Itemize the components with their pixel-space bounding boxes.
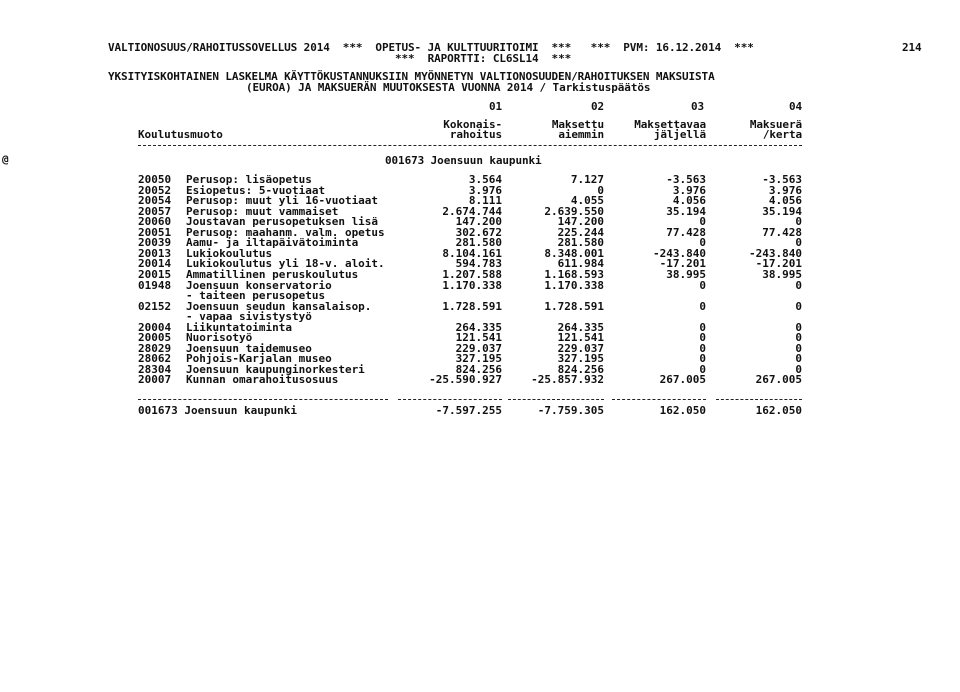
table-row (0, 374, 960, 385)
row-maksettavaa: 0 (699, 299, 706, 313)
row-name: Perusop: lisäopetus (186, 173, 312, 186)
row-maksettu: 225.244 (557, 225, 604, 239)
row-name: Joensuun konservatorio (186, 278, 332, 292)
row-kokonaisrahoitus: 264.335 (455, 320, 502, 334)
row-maksettu: 0 (597, 183, 604, 197)
row-name: - taiteen perusopetus (186, 289, 326, 303)
row-code: 20054 (138, 194, 172, 208)
total-divider-c4 (716, 399, 802, 400)
row-code: 20050 (138, 173, 172, 186)
column-number-01: 01 (488, 100, 502, 113)
row-name: Esiopetus: 5-vuotiaat (186, 183, 326, 197)
row-code: 20052 (138, 183, 172, 197)
row-maksettu: 1.168.593 (544, 267, 604, 281)
row-maksuera: 0 (795, 362, 802, 376)
column-label-jaljella: jäljellä (653, 128, 706, 141)
column-label-rahoitus: rahoitus (449, 128, 502, 141)
header-divider (138, 145, 802, 146)
row-maksettavaa: 38.995 (666, 267, 706, 281)
row-name: Joustavan perusopetuksen lisä (186, 215, 379, 229)
row-maksettu: 121.541 (557, 331, 604, 345)
row-label-header: Koulutusmuoto (138, 128, 223, 141)
row-maksuera: 0 (795, 320, 802, 334)
row-maksuera: -3.563 (762, 173, 802, 186)
row-name: Ammatillinen peruskoulutus (186, 267, 359, 281)
column-number-03: 03 (690, 100, 704, 113)
row-maksettu: 4.055 (570, 194, 604, 208)
report-subtitle: (EUROA) JA MAKSUERÄN MUUTOKSESTA VUONNA 2014 / Tarkistuspäätös (246, 81, 651, 94)
column-label-kerta: /kerta (762, 128, 802, 141)
row-kokonaisrahoitus: 3.564 (468, 173, 502, 186)
row-maksettavaa: 0 (699, 236, 706, 250)
row-maksettavaa: 0 (699, 278, 706, 292)
row-name: Liikuntatoiminta (186, 320, 292, 334)
row-name: Pohjois-Karjalan museo (186, 352, 332, 366)
section-title: 001673 Joensuun kaupunki (385, 154, 542, 167)
row-maksettavaa: 267.005 (659, 373, 706, 387)
row-code: 20007 (138, 373, 172, 387)
total-maksettavaa: 162.050 (659, 404, 706, 417)
total-divider-c2 (508, 399, 604, 400)
row-maksettu: -25.857.932 (531, 373, 604, 387)
row-code: 20005 (138, 331, 172, 345)
row-maksuera: 267.005 (755, 373, 802, 387)
row-code: 20051 (138, 225, 172, 239)
row-maksuera: 0 (795, 352, 802, 366)
row-kokonaisrahoitus: 594.783 (455, 257, 502, 271)
total-maksuera: 162.050 (755, 404, 802, 417)
row-code: 20014 (138, 257, 172, 271)
row-maksettu: 264.335 (557, 320, 604, 334)
total-divider-c3 (612, 399, 706, 400)
row-name: Kunnan omarahoitusosuus (186, 373, 339, 387)
row-kokonaisrahoitus: 3.976 (468, 183, 502, 197)
row-kokonaisrahoitus: -25.590.927 (429, 373, 502, 387)
row-maksettavaa: -3.563 (666, 173, 706, 186)
row-name: Joensuun taidemuseo (186, 341, 312, 355)
column-label-maksettu: Maksettu (551, 118, 604, 131)
report-header-line: VALTIONOSUUS/RAHOITUSSOVELLUS 2014 *** OPETUS- JA KULTTUURITOIMI *** *** PVM: 16.12.2014 *** (108, 41, 754, 54)
row-maksuera: 35.194 (762, 204, 802, 218)
row-code: 20004 (138, 320, 172, 334)
row-code: 01948 (138, 278, 172, 292)
row-maksuera: -243.840 (749, 246, 802, 260)
margin-mark: @ (2, 153, 9, 166)
row-code: 20057 (138, 204, 172, 218)
table-row (0, 301, 960, 312)
column-label-maksuera: Maksuerä (749, 118, 802, 131)
row-maksuera: 3.976 (768, 183, 802, 197)
row-maksettu: 7.127 (570, 173, 604, 186)
row-name: Aamu- ja iltapäivätoiminta (186, 236, 359, 250)
row-maksettavaa: 0 (699, 362, 706, 376)
total-kokonaisrahoitus: -7.597.255 (435, 404, 502, 417)
row-maksettu: 281.580 (557, 236, 604, 250)
row-maksettu: 327.195 (557, 352, 604, 366)
row-kokonaisrahoitus: 8.111 (468, 194, 502, 208)
row-name: - vapaa sivistystyö (186, 310, 312, 324)
row-kokonaisrahoitus: 121.541 (455, 331, 502, 345)
row-kokonaisrahoitus: 2.674.744 (442, 204, 502, 218)
row-code: 28062 (138, 352, 172, 366)
row-kokonaisrahoitus: 1.728.591 (442, 299, 502, 313)
report-title: YKSITYISKOHTAINEN LASKELMA KÄYTTÖKUSTANNUKSIIN MYÖNNETYN VALTIONOSUUDEN/RAHOITUKSEN MAKSUISTA (108, 70, 715, 83)
total-divider-c1 (398, 399, 502, 400)
row-maksettu: 1.728.591 (544, 299, 604, 313)
row-code: 20013 (138, 246, 172, 260)
total-divider-label (138, 399, 388, 400)
row-maksettavaa: 77.428 (666, 225, 706, 239)
row-maksettavaa: 0 (699, 331, 706, 345)
row-kokonaisrahoitus: 302.672 (455, 225, 502, 239)
row-maksuera: -17.201 (755, 257, 802, 271)
row-maksettavaa: 0 (699, 341, 706, 355)
total-label: 001673 Joensuun kaupunki (138, 404, 297, 417)
row-maksettu: 611.984 (557, 257, 604, 271)
row-maksettavaa: 4.056 (672, 194, 706, 208)
row-name: Joensuun kaupunginorkesteri (186, 362, 365, 376)
row-name: Joensuun seudun kansalaisop. (186, 299, 372, 313)
row-name: Lukiokoulutus yli 18-v. aloit. (186, 257, 385, 271)
row-name: Perusop: muut vammaiset (186, 204, 339, 218)
row-maksettavaa: 0 (699, 352, 706, 366)
row-maksuera: 0 (795, 299, 802, 313)
column-number-02: 02 (590, 100, 604, 113)
row-maksettu: 229.037 (557, 341, 604, 355)
row-code: 28304 (138, 362, 172, 376)
row-name: Nuorisotyö (186, 331, 253, 345)
row-maksettu: 1.170.338 (544, 278, 604, 292)
row-name: Perusop: muut yli 16-vuotiaat (186, 194, 379, 208)
row-maksettu: 824.256 (557, 362, 604, 376)
row-kokonaisrahoitus: 8.104.161 (442, 246, 502, 260)
row-maksettavaa: 35.194 (666, 204, 706, 218)
row-maksettu: 8.348.001 (544, 246, 604, 260)
row-name: Perusop: maahanm. valm. opetus (186, 225, 385, 239)
row-kokonaisrahoitus: 1.207.588 (442, 267, 502, 281)
row-maksuera: 0 (795, 331, 802, 345)
row-kokonaisrahoitus: 281.580 (455, 236, 502, 250)
row-maksuera: 0 (795, 236, 802, 250)
row-kokonaisrahoitus: 824.256 (455, 362, 502, 376)
row-kokonaisrahoitus: 1.170.338 (442, 278, 502, 292)
row-kokonaisrahoitus: 229.037 (455, 341, 502, 355)
row-maksuera: 38.995 (762, 267, 802, 281)
row-kokonaisrahoitus: 147.200 (455, 215, 502, 229)
row-name: Lukiokoulutus (186, 246, 273, 260)
row-maksettu: 2.639.550 (544, 204, 604, 218)
column-number-04: 04 (788, 100, 802, 113)
row-code: 20015 (138, 267, 172, 281)
row-maksettavaa: 0 (699, 320, 706, 334)
column-label-aiemmin: aiemmin (558, 128, 604, 141)
row-maksettavaa: 0 (699, 215, 706, 229)
row-maksuera: 0 (795, 278, 802, 292)
report-id-line: *** RAPORTTI: CL6SL14 *** (395, 52, 572, 65)
row-kokonaisrahoitus: 327.195 (455, 352, 502, 366)
row-maksuera: 0 (795, 215, 802, 229)
row-code: 28029 (138, 341, 172, 355)
row-maksuera: 4.056 (768, 194, 802, 208)
row-maksettavaa: 3.976 (672, 183, 706, 197)
row-maksuera: 0 (795, 341, 802, 355)
page-number: 214 (902, 41, 922, 54)
column-label-maksettavaa: Maksettavaa (634, 118, 706, 131)
table-row (0, 280, 960, 291)
total-maksettu: -7.759.305 (537, 404, 604, 417)
row-code: 20039 (138, 236, 172, 250)
row-maksettavaa: -243.840 (653, 246, 706, 260)
row-code: 20060 (138, 215, 172, 229)
column-label-kokonais: Kokonais- (443, 118, 502, 131)
row-maksettu: 147.200 (557, 215, 604, 229)
row-maksuera: 77.428 (762, 225, 802, 239)
row-code: 02152 (138, 299, 172, 313)
row-maksettavaa: -17.201 (659, 257, 706, 271)
total-row (0, 405, 960, 416)
